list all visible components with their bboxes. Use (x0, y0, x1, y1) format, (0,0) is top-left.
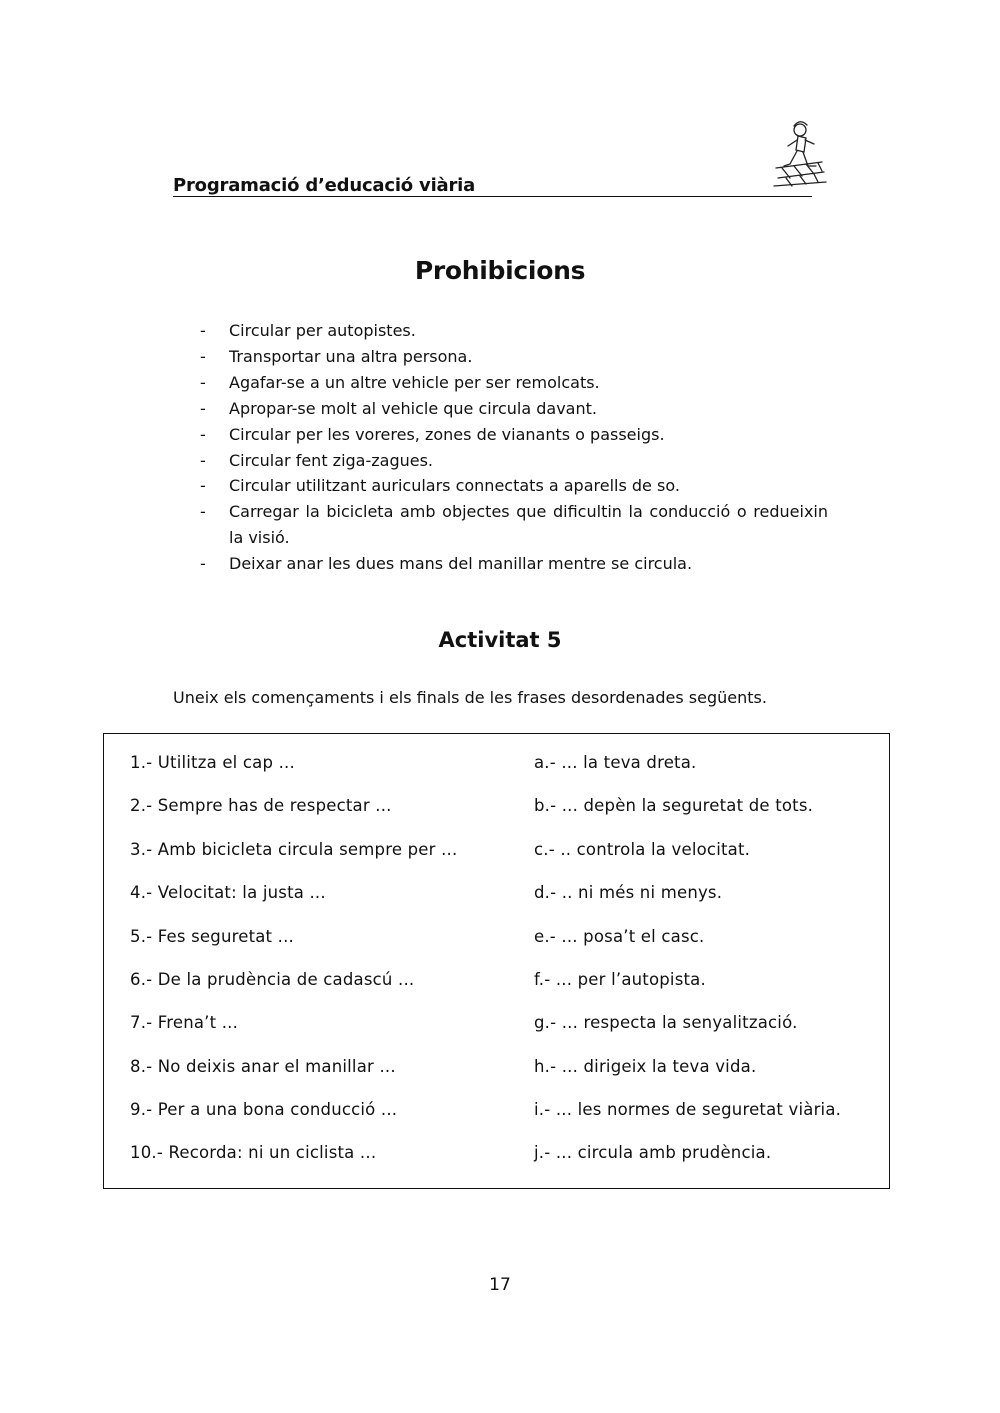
sentence-start: 8.- No deixis anar el manillar ... (130, 1057, 396, 1076)
header-title: Programació d’educació viària (173, 175, 476, 196)
sentence-start: 6.- De la prudència de cadascú ... (130, 970, 415, 989)
sentence-end: a.- ... la teva dreta. (534, 753, 697, 772)
sentence-end: h.- ... dirigeix la teva vida. (534, 1057, 757, 1076)
sentence-end: d.- .. ni més ni menys. (534, 883, 723, 902)
prohibitions-list (200, 318, 828, 577)
list-item: - Carregar la bicicleta amb objectes que dificultin la conducció o redueixin la visió. (200, 502, 828, 548)
list-item: - Deixar anar les dues mans del manillar mentre se circula. (200, 554, 693, 574)
sentence-start: 4.- Velocitat: la justa ... (130, 883, 326, 902)
sentence-end: j.- ... circula amb prudència. (534, 1143, 772, 1162)
sentence-start: 10.- Recorda: ni un ciclista ... (130, 1143, 377, 1162)
list-item: - Circular per les voreres, zones de vianants o passeigs. (200, 424, 665, 444)
match-row (104, 753, 889, 783)
match-row (104, 1013, 889, 1043)
sentence-end: c.- .. controla la velocitat. (534, 840, 751, 859)
matching-box (103, 733, 890, 1189)
list-item: - Agafar-se a un altre vehicle per ser remolcats. (200, 372, 600, 392)
sentence-start: 7.- Frena’t ... (130, 1013, 239, 1032)
match-row (104, 970, 889, 1000)
sentence-end: g.- ... respecta la senyalització. (534, 1013, 798, 1032)
match-row (104, 1100, 889, 1130)
sentence-start: 1.- Utilitza el cap ... (130, 753, 295, 772)
sentence-end: e.- ... posa’t el casc. (534, 927, 705, 946)
match-row (104, 927, 889, 957)
page-number: 17 (489, 1275, 511, 1295)
match-row (104, 840, 889, 870)
sentence-start: 2.- Sempre has de respectar ... (130, 796, 392, 815)
match-row (104, 796, 889, 826)
sentence-end: i.- ... les normes de seguretat viària. (534, 1100, 842, 1119)
sentence-end: b.- ... depèn la seguretat de tots. (534, 796, 814, 815)
list-item: - Transportar una altra persona. (200, 346, 473, 366)
section-title: Prohibicions (414, 256, 586, 285)
header-rule (173, 196, 812, 197)
list-item: - Circular fent ziga-zagues. (200, 450, 434, 470)
list-item: - Apropar-se molt al vehicle que circula davant. (200, 398, 597, 418)
cyclist-drawing-icon (770, 116, 830, 196)
sentence-start: 5.- Fes seguretat ... (130, 927, 295, 946)
list-item: - Circular per autopistes. (200, 321, 416, 340)
sentence-start: 9.- Per a una bona conducció ... (130, 1100, 398, 1119)
match-row (104, 883, 889, 913)
sentence-end: f.- ... per l’autopista. (534, 970, 706, 989)
list-item: - Circular utilitzant auriculars connectats a aparells de so. (200, 476, 680, 496)
match-row (104, 1143, 889, 1173)
match-row (104, 1057, 889, 1087)
activity-instruction: Uneix els començaments i els finals de les frases desordenades següents. (173, 688, 767, 707)
activity-title: Activitat 5 (438, 628, 562, 652)
sentence-start: 3.- Amb bicicleta circula sempre per ... (130, 840, 458, 859)
